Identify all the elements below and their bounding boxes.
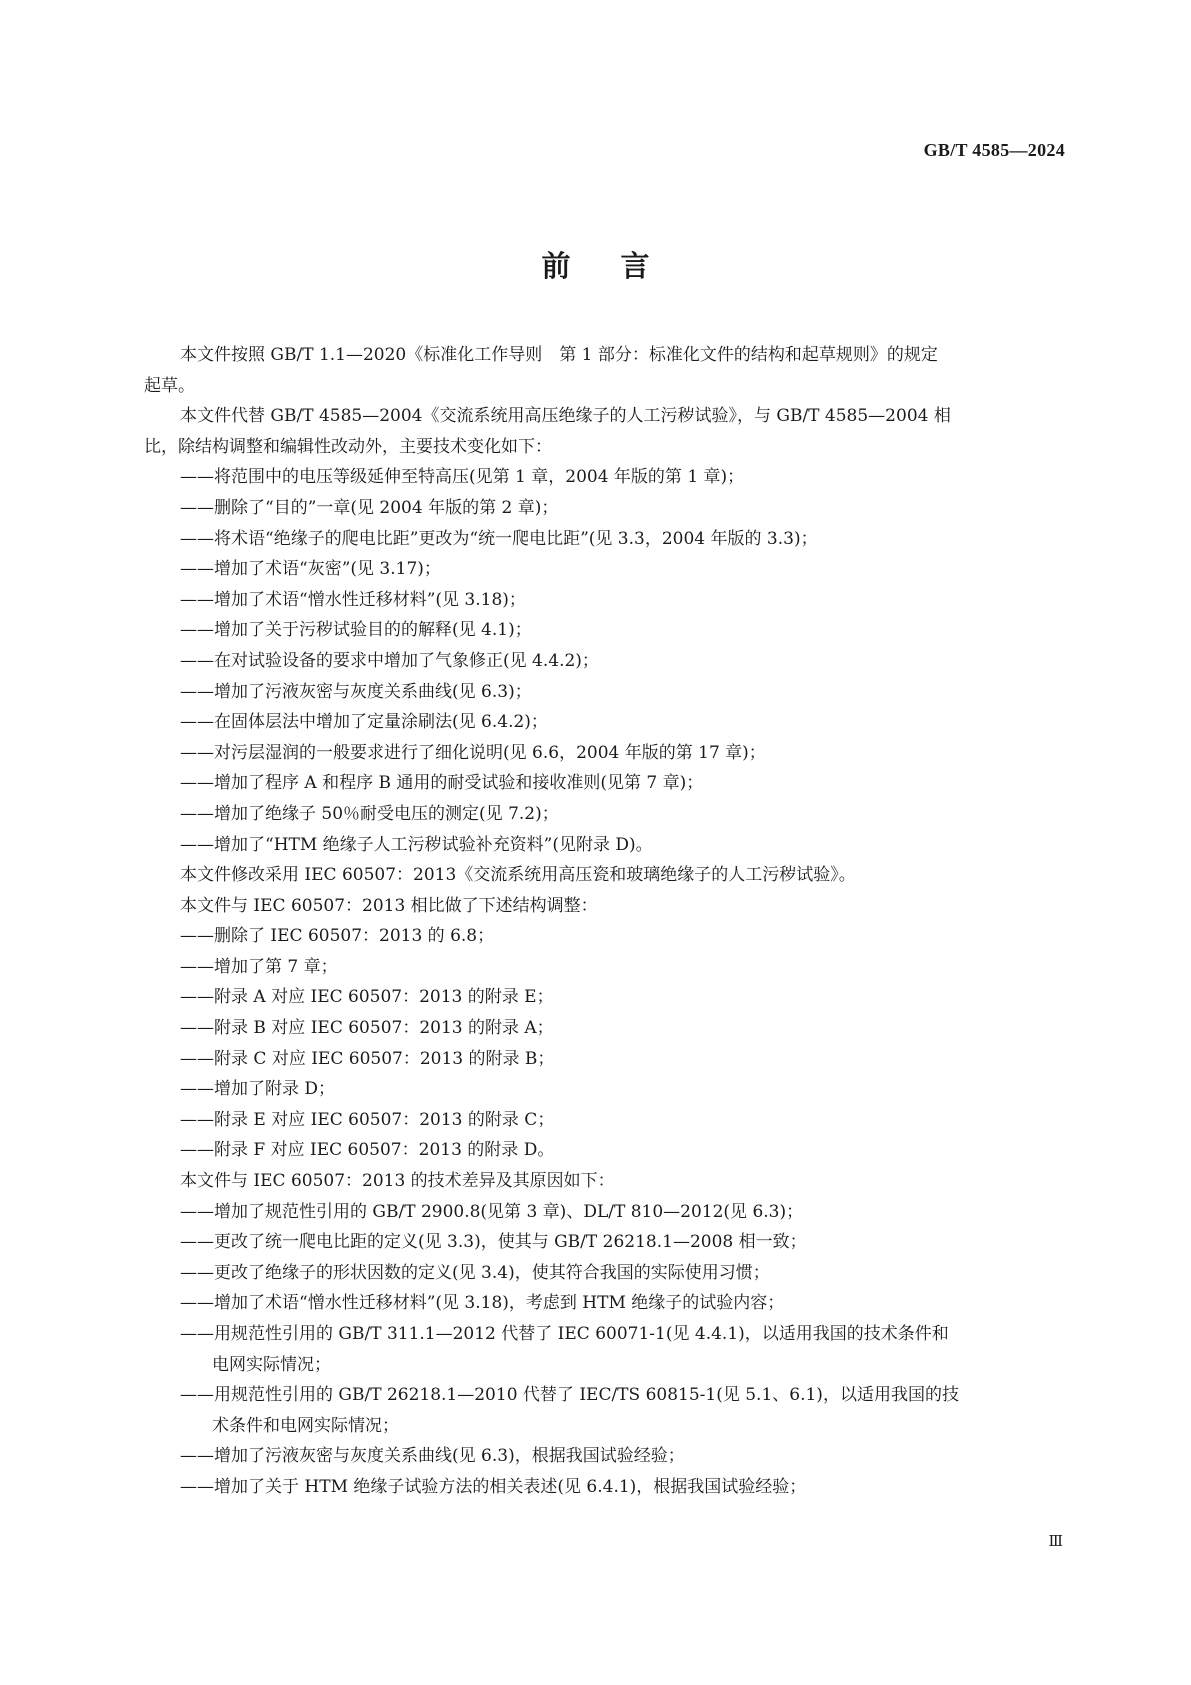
text-line: 本文件与 IEC 60507：2013 相比做了下述结构调整： [180, 895, 598, 916]
text-line: ——用规范性引用的 GB/T 311.1—2012 代替了 IEC 60071-1(见 4.4.1)，以适用我国的技术条件和 [180, 1324, 949, 1344]
text-line: ——用规范性引用的 GB/T 26218.1—2010 代替了 IEC/TS 60815-1(见 5.1、6.1)，以适用我国的技 [180, 1385, 959, 1406]
preface-body [144, 340, 1064, 1503]
text-line: ——删除了“目的”一章(见 2004 年版的第 2 章)； [180, 497, 559, 518]
text-line: 本文件按照 GB/T 1.1—2020《标准化工作导则 第 1 部分：标准化文件的结构和起草规则》的规定 [180, 345, 938, 365]
text-line: 本文件修改采用 IEC 60507：2013《交流系统用高压瓷和玻璃绝缘子的人工污秽试验》。 [180, 865, 856, 886]
text-line: ——增加了术语“憎水性迁移材料”(见 3.18)，考虑到 HTM 绝缘子的试验内容； [180, 1293, 785, 1314]
text-line: ——增加了污液灰密与灰度关系曲线(见 6.3)，根据我国试验经验； [180, 1446, 685, 1467]
text-line: ——增加了绝缘子 50％耐受电压的测定(见 7.2)； [180, 803, 559, 824]
text-line: ——增加了关于污秽试验目的的解释(见 4.1)； [180, 620, 532, 641]
text-line: 比，除结构调整和编辑性改动外，主要技术变化如下： [144, 436, 552, 457]
text-line: ——增加了术语“憎水性迁移材料”(见 3.18)； [180, 589, 526, 610]
text-line: ——附录 F 对应 IEC 60507：2013 的附录 D。 [180, 1140, 555, 1161]
text-line: ——附录 E 对应 IEC 60507：2013 的附录 C； [180, 1109, 555, 1130]
text-line: ——增加了程序 A 和程序 B 通用的耐受试验和接收准则(见第 7 章)； [180, 773, 704, 794]
text-line: ——附录 A 对应 IEC 60507：2013 的附录 E； [180, 987, 554, 1008]
text-line: ——更改了统一爬电比距的定义(见 3.3)，使其与 GB/T 26218.1—2008 相一致； [180, 1232, 807, 1253]
text-line: ——附录 C 对应 IEC 60507：2013 的附录 B； [180, 1048, 555, 1069]
text-line: 本文件与 IEC 60507：2013 的技术差异及其原因如下： [180, 1171, 615, 1192]
text-line: ——删除了 IEC 60507：2013 的 6.8； [180, 926, 495, 947]
document-code: GB/T 4585—2024 [923, 140, 1065, 160]
text-line: 电网实际情况； [212, 1354, 331, 1375]
text-line: ——增加了附录 D； [180, 1079, 336, 1100]
text-line: ——增加了第 7 章； [180, 956, 338, 977]
text-line: ——在固体层法中增加了定量涂刷法(见 6.4.2)； [180, 712, 548, 733]
text-line: ——将术语“绝缘子的爬电比距”更改为“统一爬电比距”(见 3.3，2004 年版的 3.3)； [180, 528, 818, 549]
text-line: ——更改了绝缘子的形状因数的定义(见 3.4)，使其符合我国的实际使用习惯； [180, 1262, 770, 1283]
text-line: ——将范围中的电压等级延伸至特高压(见第 1 章，2004 年版的第 1 章)； [180, 467, 745, 488]
text-line: 术条件和电网实际情况； [212, 1415, 399, 1436]
text-line: ——附录 B 对应 IEC 60507：2013 的附录 A； [180, 1018, 554, 1039]
text-line: ——增加了术语“灰密”(见 3.17)； [180, 559, 441, 580]
text-line: ——增加了污液灰密与灰度关系曲线(见 6.3)； [180, 681, 532, 702]
text-line: ——增加了关于 HTM 绝缘子试验方法的相关表述(见 6.4.1)，根据我国试验经验； [180, 1476, 807, 1497]
text-line: ——增加了“HTM 绝缘子人工污秽试验补充资料”(见附录 D)。 [180, 834, 653, 855]
text-line: ——对污层湿润的一般要求进行了细化说明(见 6.6，2004 年版的第 17 章)； [180, 742, 766, 763]
text-line: ——增加了规范性引用的 GB/T 2900.8(见第 3 章)、DL/T 810—2012(见 6.3)； [180, 1201, 804, 1222]
text-line: 起草。 [144, 375, 195, 396]
text-line: ——在对试验设备的要求中增加了气象修正(见 4.4.2)； [180, 650, 599, 671]
page-number: Ⅲ [1048, 1532, 1063, 1550]
text-line: 本文件代替 GB/T 4585—2004《交流系统用高压绝缘子的人工污秽试验》，与 GB/T 4585—2004 相 [180, 406, 951, 427]
page-title: 前言 [541, 249, 700, 283]
